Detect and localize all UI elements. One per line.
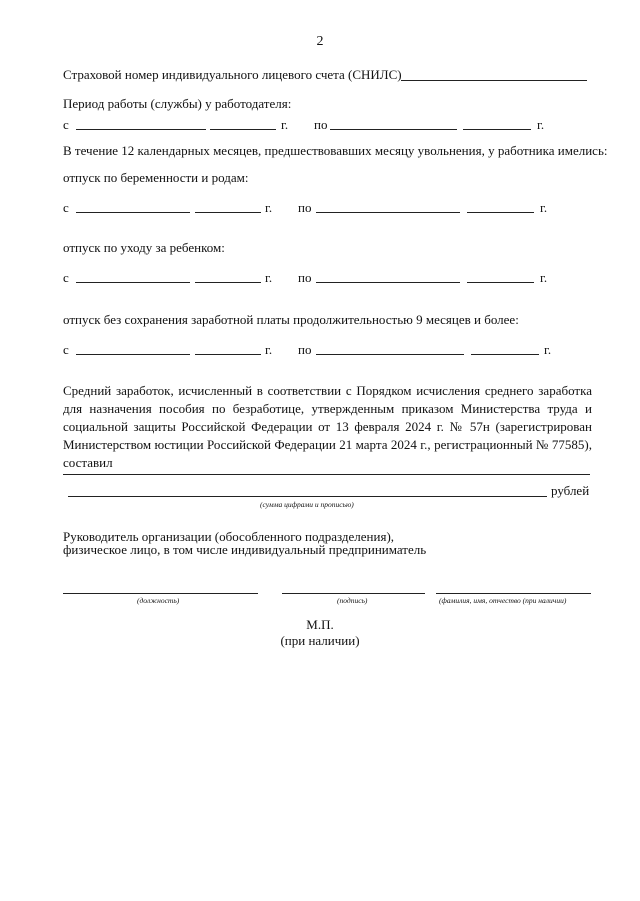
childcare-from-year-label: г. (265, 270, 273, 285)
maternity-from-label: с (63, 200, 69, 215)
signature-caption: (подпись) (337, 596, 368, 605)
unpaid-from-date-field[interactable] (76, 354, 190, 355)
childcare-from-date-field[interactable] (76, 282, 190, 283)
stamp-note: (при наличии) (280, 633, 360, 648)
amount-line-2[interactable] (68, 496, 547, 497)
childcare-to-year-label: г. (540, 270, 548, 285)
position-caption: (должность) (137, 596, 180, 605)
maternity-to-year-label: г. (540, 200, 548, 215)
page-number: 2 (316, 34, 324, 49)
amount-line-1[interactable] (63, 474, 590, 475)
head-line-1: Руководитель организации (обособленного подразделения), (63, 529, 395, 544)
average-earnings-text: Средний заработок, исчисленный в соответствии с Порядком исчисления среднего заработка для назначения пособия по безработице, утвержденным приказом Министерства труда и социальной защиты Российской Федерации от 13 февраля 2024 г. № 57н (зарегистрирован Министерством юстиции Российской Федерации 21 марта 2024 г., регистрационный № 77585), составил (63, 383, 592, 470)
unpaid-to-year-label: г. (544, 342, 552, 357)
unpaid-to-label: по (298, 342, 312, 357)
childcare-to-year-field[interactable] (467, 282, 534, 283)
period-from-year-field[interactable] (210, 129, 276, 130)
maternity-from-year-label: г. (265, 200, 273, 215)
childcare-leave-label: отпуск по уходу за ребенком: (63, 240, 225, 255)
stamp-label: М.П. (306, 617, 334, 632)
period-to-year-label: г. (537, 117, 545, 132)
signature-field[interactable] (282, 593, 425, 594)
period-to-date-field[interactable] (330, 129, 457, 130)
unpaid-to-year-field[interactable] (471, 354, 539, 355)
unpaid-leave-label: отпуск без сохранения заработной платы продолжительностью 9 месяцев и более: (63, 312, 519, 327)
snils-field[interactable] (401, 80, 587, 81)
period-to-year-field[interactable] (463, 129, 531, 130)
maternity-to-date-field[interactable] (316, 212, 460, 213)
childcare-to-date-field[interactable] (316, 282, 460, 283)
period-from-year-label: г. (281, 117, 289, 132)
unpaid-from-year-label: г. (265, 342, 273, 357)
twelve-months-text: В течение 12 календарных месяцев, предшествовавших месяцу увольнения, у работника имелись: (63, 143, 608, 158)
maternity-to-year-field[interactable] (467, 212, 534, 213)
childcare-from-year-field[interactable] (195, 282, 261, 283)
maternity-from-date-field[interactable] (76, 212, 190, 213)
period-to-label: по (314, 117, 328, 132)
amount-caption: (сумма цифрами и прописью) (260, 500, 354, 509)
position-field[interactable] (63, 593, 258, 594)
period-from-date-field[interactable] (76, 129, 206, 130)
fullname-caption: (фамилия, имя, отчество (при наличии) (439, 596, 567, 605)
unpaid-from-year-field[interactable] (195, 354, 261, 355)
maternity-leave-label: отпуск по беременности и родам: (63, 170, 249, 185)
unpaid-from-label: с (63, 342, 69, 357)
childcare-to-label: по (298, 270, 312, 285)
snils-label: Страховой номер индивидуального лицевого счета (СНИЛС) (63, 67, 402, 82)
maternity-to-label: по (298, 200, 312, 215)
period-label: Период работы (службы) у работодателя: (63, 96, 292, 111)
childcare-from-label: с (63, 270, 69, 285)
fullname-field[interactable] (436, 593, 591, 594)
rubles-label: рублей (551, 483, 590, 498)
period-from-label: с (63, 117, 69, 132)
unpaid-to-date-field[interactable] (316, 354, 464, 355)
maternity-from-year-field[interactable] (195, 212, 261, 213)
head-line-2: физическое лицо, в том числе индивидуальный предприниматель (63, 542, 427, 557)
